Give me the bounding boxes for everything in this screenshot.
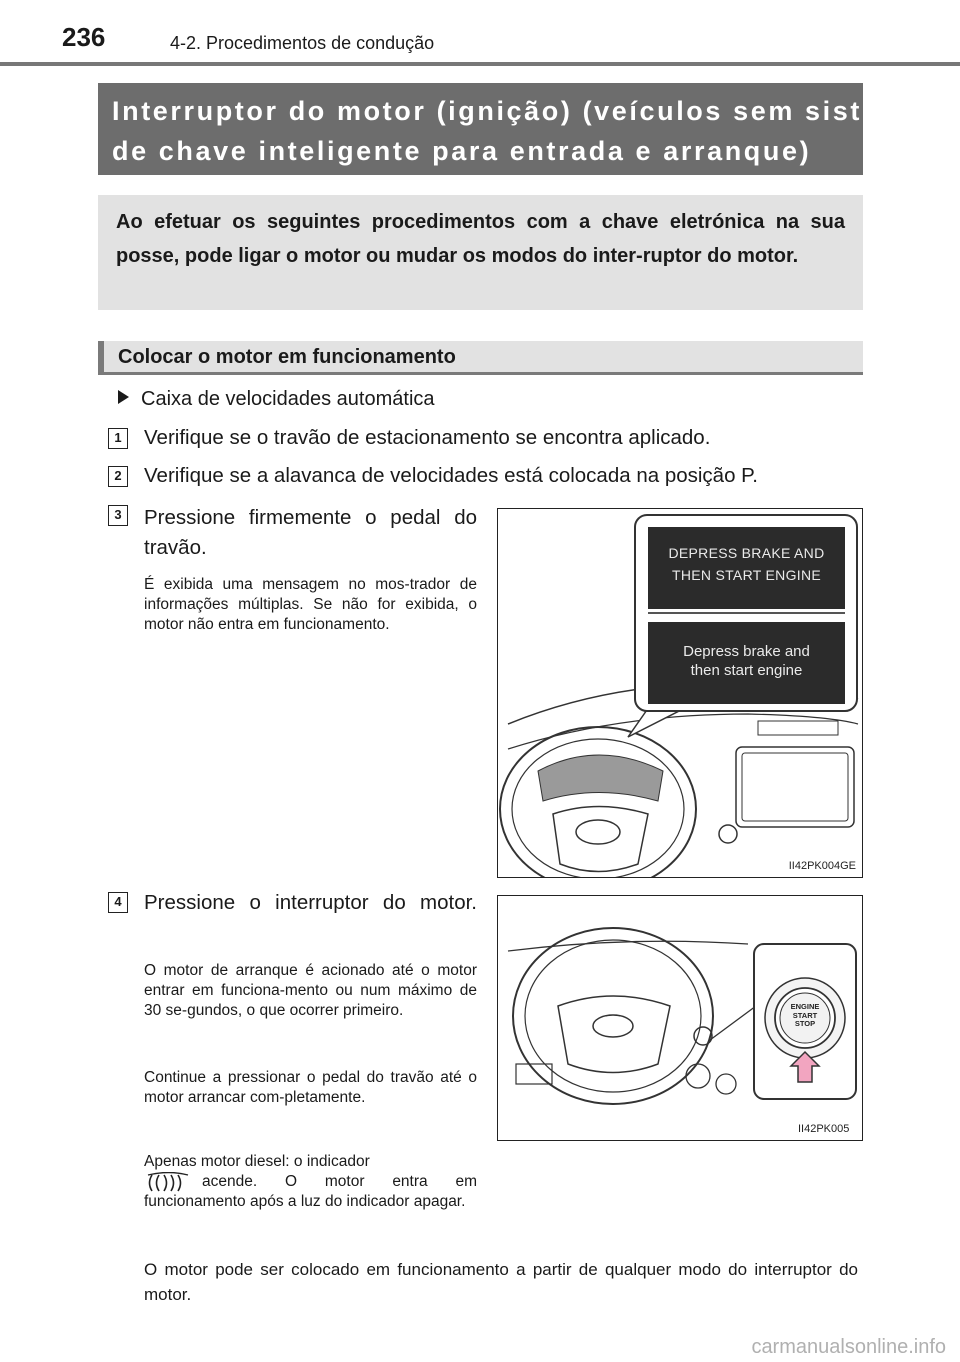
intro-text: Ao efetuar os seguintes procedimentos com a chave eletrónica na sua posse, pode ligar o motor ou mudar os modos do inter-ruptor do motor. bbox=[116, 211, 845, 267]
figure-code: II42PK004GE bbox=[788, 860, 856, 872]
step-note-4a: O motor de arranque é acionado até o motor entrar em funciona-mento ou num máximo de 30 se-gundos, o que ocorrer primeiro. bbox=[144, 962, 477, 1019]
step-number-4: 4 bbox=[108, 892, 128, 913]
page-title bbox=[98, 83, 924, 175]
bullet-text: Caixa de velocidades automática bbox=[141, 388, 435, 410]
step-text-3: Pressione firmemente o pedal do travão. bbox=[144, 506, 477, 559]
display-line-3: Depress brake and bbox=[683, 643, 810, 660]
page-title-line1: Interruptor do motor (ignição) (veículos sem sistema bbox=[112, 96, 924, 126]
step-note-3: É exibida uma mensagem no mos-trador de informações múltiplas. Se não for exibida, o motor não entra em funcionamento. bbox=[144, 576, 477, 633]
step-number-3: 3 bbox=[108, 505, 128, 526]
step-note-4c-line1: Apenas motor diesel: o indicador bbox=[144, 1153, 370, 1170]
step-text-2: Verifique se a alavanca de velocidades está colocada na posição P. bbox=[144, 464, 758, 487]
footer-note: O motor pode ser colocado em funcionamento a partir de qualquer modo do interruptor do motor. bbox=[144, 1260, 858, 1304]
subsection-heading bbox=[98, 341, 863, 375]
step-number-2: 2 bbox=[108, 466, 128, 487]
triangle-bullet-icon bbox=[118, 390, 129, 404]
intro-box bbox=[98, 195, 863, 310]
button-label-2: START bbox=[792, 1010, 818, 1020]
display-line-1: DEPRESS BRAKE AND bbox=[668, 545, 825, 561]
button-label-3: STOP bbox=[794, 1019, 816, 1028]
button-label-1: ENGINE bbox=[790, 1002, 820, 1011]
engine-start-stop-button bbox=[780, 1003, 830, 1029]
display-screen-uppercase bbox=[648, 527, 845, 609]
section-heading: 4-2. Procedimentos de condução bbox=[170, 33, 435, 53]
figure-code-2: II42PK005 bbox=[798, 1123, 850, 1135]
subsection-title: Colocar o motor em funcionamento bbox=[118, 346, 456, 368]
page-number: 236 bbox=[62, 22, 106, 52]
page-title-line2: de chave inteligente para entrada e arranque) bbox=[112, 136, 812, 166]
step-note-4b: Continue a pressionar o pedal do travão até o motor arrancar com-pletamente. bbox=[144, 1069, 477, 1106]
figure-brake-message bbox=[497, 508, 863, 878]
display-divider bbox=[648, 612, 845, 614]
step-text-1: Verifique se o travão de estacionamento se encontra aplicado. bbox=[144, 426, 711, 449]
figure-engine-switch bbox=[497, 895, 863, 1141]
transmission-bullet bbox=[118, 388, 435, 411]
display-screen-lowercase bbox=[648, 622, 845, 704]
display-line-2: THEN START ENGINE bbox=[671, 567, 821, 583]
step-text-4: Pressione o interruptor do motor. bbox=[144, 891, 477, 914]
display-line-4: then start engine bbox=[690, 662, 803, 679]
step-number-1: 1 bbox=[108, 428, 128, 449]
header-divider bbox=[0, 62, 960, 66]
watermark-text: carmanualsonline.info bbox=[751, 1336, 946, 1358]
step-note-4c-line2: acende. O motor entra em funcionamento após a luz do indicador apagar. bbox=[144, 1173, 477, 1210]
